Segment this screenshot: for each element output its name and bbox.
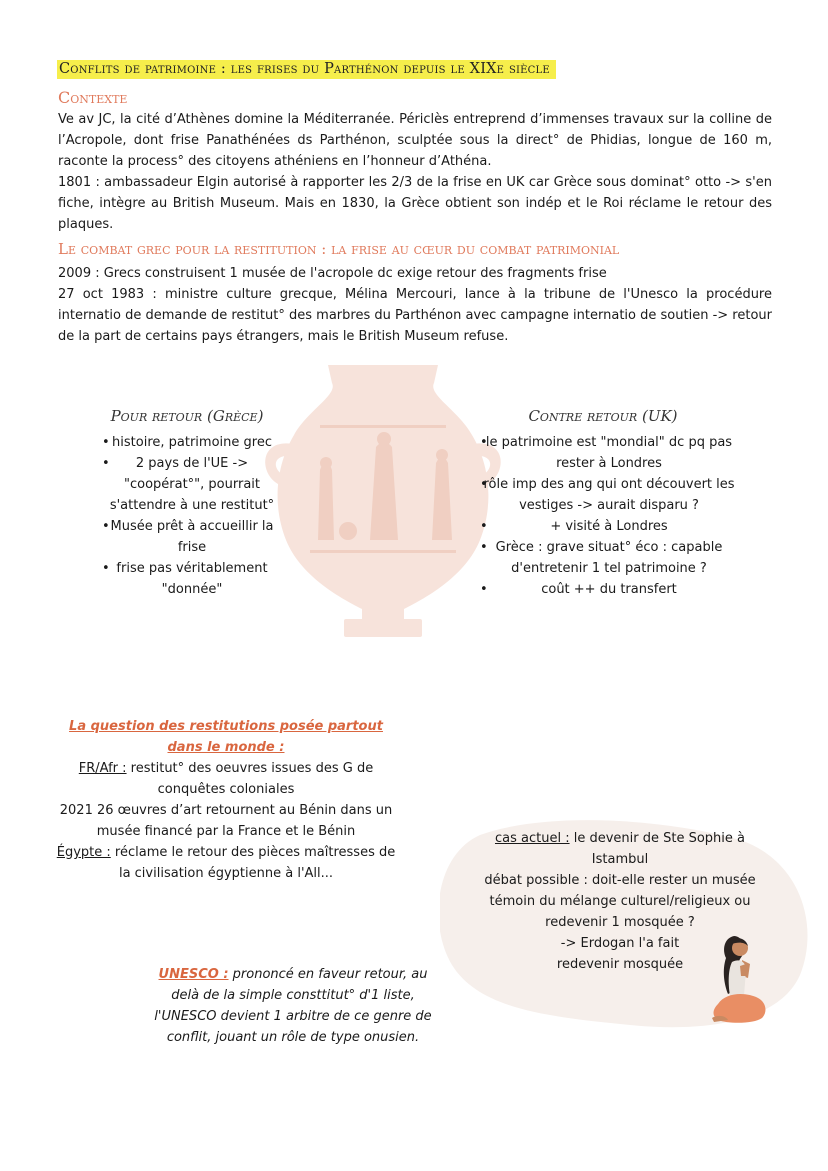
contre-item: • rôle imp des ang qui ont découvert les vestiges -> aurait disparu ?	[482, 474, 736, 516]
contexte-heading: Contexte	[58, 88, 128, 107]
cas-actuel-intro	[470, 828, 770, 870]
pour-heading: Pour retour (Grèce)	[110, 407, 264, 425]
contexte-paragraph-1: Ve av JC, la cité d’Athènes domine la Méditerranée. Périclès entreprend d’immenses travaux sur la colline de l’Acropole, dont frise Panathénées ds Parthénon, sculptée sous la direct° de Phidias, longue de 160 m, raconte la process° des citoyens athéniens en l’honneur d’Athéna.	[58, 112, 772, 169]
greek-vase-illustration	[258, 365, 508, 637]
egypte-text: réclame le retour des pièces maîtresses de la civilisation égyptienne à l'All...	[110, 845, 396, 881]
benin-paragraph: 2021 26 œuvres d’art retournent au Bénin dans un musée financé par la France et le Bénin	[59, 803, 393, 839]
cas-actuel-erdogan: -> Erdogan l'a fait	[560, 936, 680, 951]
pour-list	[104, 432, 280, 600]
pour-item: • frise pas véritablement "donnée"	[104, 558, 280, 600]
contre-item: • le patrimoine est "mondial" dc pq pas rester à Londres	[482, 432, 736, 474]
egypte-label: Égypte :	[56, 845, 111, 860]
fr-afr-label: FR/Afr :	[78, 761, 127, 776]
combat-paragraph-1983: 27 oct 1983 : ministre culture grecque, Mélina Mercouri, lance à la tribune de l'Unesco la procédure internatio de demande de restitut° des marbres du Parthénon avec campagne internatio de soutien -> retour de la part de certains pays étrangers, mais le British Museum refuse.	[58, 287, 772, 344]
egypte-paragraph	[56, 842, 396, 884]
pour-item: • histoire, patrimoine grec	[104, 432, 280, 453]
praying-woman-illustration	[706, 930, 776, 1030]
unesco-text: prononcé en faveur retour, au delà de la simple consttitut° d'1 liste, l'UNESCO devient 1 arbitre de ce genre de conflit, jouant un rôle de type onusien.	[154, 967, 432, 1045]
cas-actuel-debat: débat possible : doit-elle rester un musée témoin du mélange culturel/religieux ou redevenir 1 mosquée ?	[484, 873, 756, 930]
restitutions-section	[56, 716, 396, 884]
pour-item: • 2 pays de l'UE -> "coopérat°", pourrait s'attendre à une restitut°	[104, 453, 280, 516]
fr-afr-paragraph	[56, 758, 396, 800]
unesco-paragraph	[143, 964, 443, 1048]
contexte-paragraph-2: 1801 : ambassadeur Elgin autorisé à rapporter les 2/3 de la frise en UK car Grèce sous dominat° otto -> s'en fiche, intègre au British Museum. Mais en 1830, la Grèce obtient son indép et le Roi réclame le retour des plaques.	[58, 175, 772, 232]
page-title: Conflits de patrimoine : les frises du Parthénon depuis le XIXe siècle	[57, 60, 556, 79]
contre-item: • + visité à Londres	[482, 516, 736, 537]
combat-heading: Le combat grec pour la restitution : la frise au cœur du combat patrimonial	[58, 240, 620, 258]
contre-list	[482, 432, 736, 600]
contre-item: • Grèce : grave situat° éco : capable d'entretenir 1 tel patrimoine ?	[482, 537, 736, 579]
cas-actuel-text: le devenir de Ste Sophie à Istambul	[569, 831, 745, 867]
pour-item: • Musée prêt à accueillir la frise	[104, 516, 280, 558]
contre-item: • coût ++ du transfert	[482, 579, 736, 600]
fr-afr-text: restitut° des oeuvres issues des G de conquêtes coloniales	[126, 761, 374, 797]
cas-actuel-label: cas actuel :	[494, 831, 570, 846]
cas-actuel-mosquee: redevenir mosquée	[556, 957, 684, 972]
restitutions-heading: La question des restitutions posée partout dans le monde :	[69, 719, 383, 755]
unesco-label: UNESCO :	[158, 967, 229, 982]
contre-heading: Contre retour (UK)	[528, 407, 678, 425]
combat-line-2009: 2009 : Grecs construisent 1 musée de l'acropole dc exige retour des fragments frise	[58, 266, 607, 281]
